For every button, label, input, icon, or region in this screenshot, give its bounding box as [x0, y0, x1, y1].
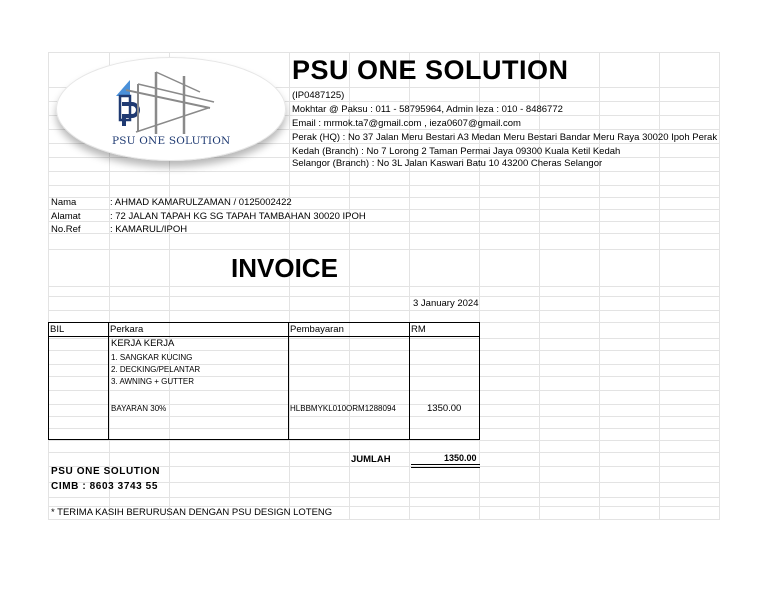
customer-ref-label: No.Ref [51, 224, 81, 235]
company-address-selangor: Selangor (Branch) : No 3L Jalan Kaswari Batu 10 43200 Cheras Selangor [292, 158, 603, 169]
customer-address-label: Alamat [51, 211, 81, 222]
table-item: 3. AWNING + GUTTER [111, 377, 195, 386]
footer-note: * TERIMA KASIH BERURUSAN DENGAN PSU DESIGN LOTENG [51, 507, 333, 518]
company-email: Email : mrmok.ta7@gmail.com , ieza0607@gmail.com [292, 118, 521, 129]
table-section-title: KERJA KERJA [111, 338, 175, 349]
table-col-divider [409, 322, 410, 440]
table-item: 1. SANGKAR KUCING [111, 353, 193, 362]
grid-row-line [48, 249, 720, 250]
grid-row-line [48, 519, 720, 520]
payment-description: BAYARAN 30% [111, 404, 167, 413]
logo-text: PSU ONE SOLUTION [112, 135, 231, 147]
table-header-pembayaran: Pembayaran [290, 324, 344, 335]
company-reg-no: (IP0487125) [292, 90, 345, 101]
customer-name-label: Nama [51, 197, 77, 208]
company-address-kedah: Kedah (Branch) : No 7 Lorong 2 Taman Permai Jaya 09300 Kuala Ketil Kedah [292, 146, 621, 157]
customer-name-value: : AHMAD KAMARULZAMAN / 0125002422 [110, 197, 292, 208]
payment-reference: HLBBMYKL010ORM1288094 [290, 404, 396, 413]
company-address-hq: Perak (HQ) : No 37 Jalan Meru Bestari A3 Medan Meru Bestari Bandar Meru Raya 30020 Ipoh Perak [292, 132, 718, 143]
customer-ref-value: : KAMARUL/IPOH [110, 224, 188, 235]
grid-row-line [48, 52, 720, 53]
total-underline [411, 464, 480, 465]
invoice-title: INVOICE [231, 253, 338, 283]
grid-row-line [48, 497, 720, 498]
bank-account-number: CIMB : 8603 3743 55 [51, 481, 159, 492]
table-header-perkara: Perkara [110, 324, 144, 335]
table-header-divider [48, 336, 480, 337]
payment-amount: 1350.00 [427, 403, 462, 414]
grid-row-line [48, 296, 720, 297]
company-logo-icon [108, 62, 218, 140]
grid-row-line [48, 440, 720, 441]
grid-row-line [48, 171, 720, 172]
table-header-rm: RM [411, 324, 426, 335]
invoice-date: 3 January 2024 [413, 298, 479, 309]
company-phones: Mokhtar @ Paksu : 011 - 58795964, Admin Ieza : 010 - 8486772 [292, 104, 563, 115]
grid-row-line [48, 185, 720, 186]
grid-row-line [48, 452, 720, 453]
customer-address-value: : 72 JALAN TAPAH KG SG TAPAH TAMBAHAN 30020 IPOH [110, 211, 366, 222]
table-col-divider [288, 322, 289, 440]
total-value: 1350.00 [444, 453, 477, 463]
grid-row-line [48, 209, 720, 210]
company-name: PSU ONE SOLUTION [292, 55, 569, 85]
total-underline [411, 467, 480, 468]
total-label: JUMLAH [351, 454, 391, 465]
table-header-bil: BIL [50, 324, 65, 335]
table-item: 2. DECKING/PELANTAR [111, 365, 201, 374]
bank-account-name: PSU ONE SOLUTION [51, 466, 161, 477]
grid-row-line [48, 310, 720, 311]
grid-row-line [48, 286, 720, 287]
table-col-divider [108, 322, 109, 440]
